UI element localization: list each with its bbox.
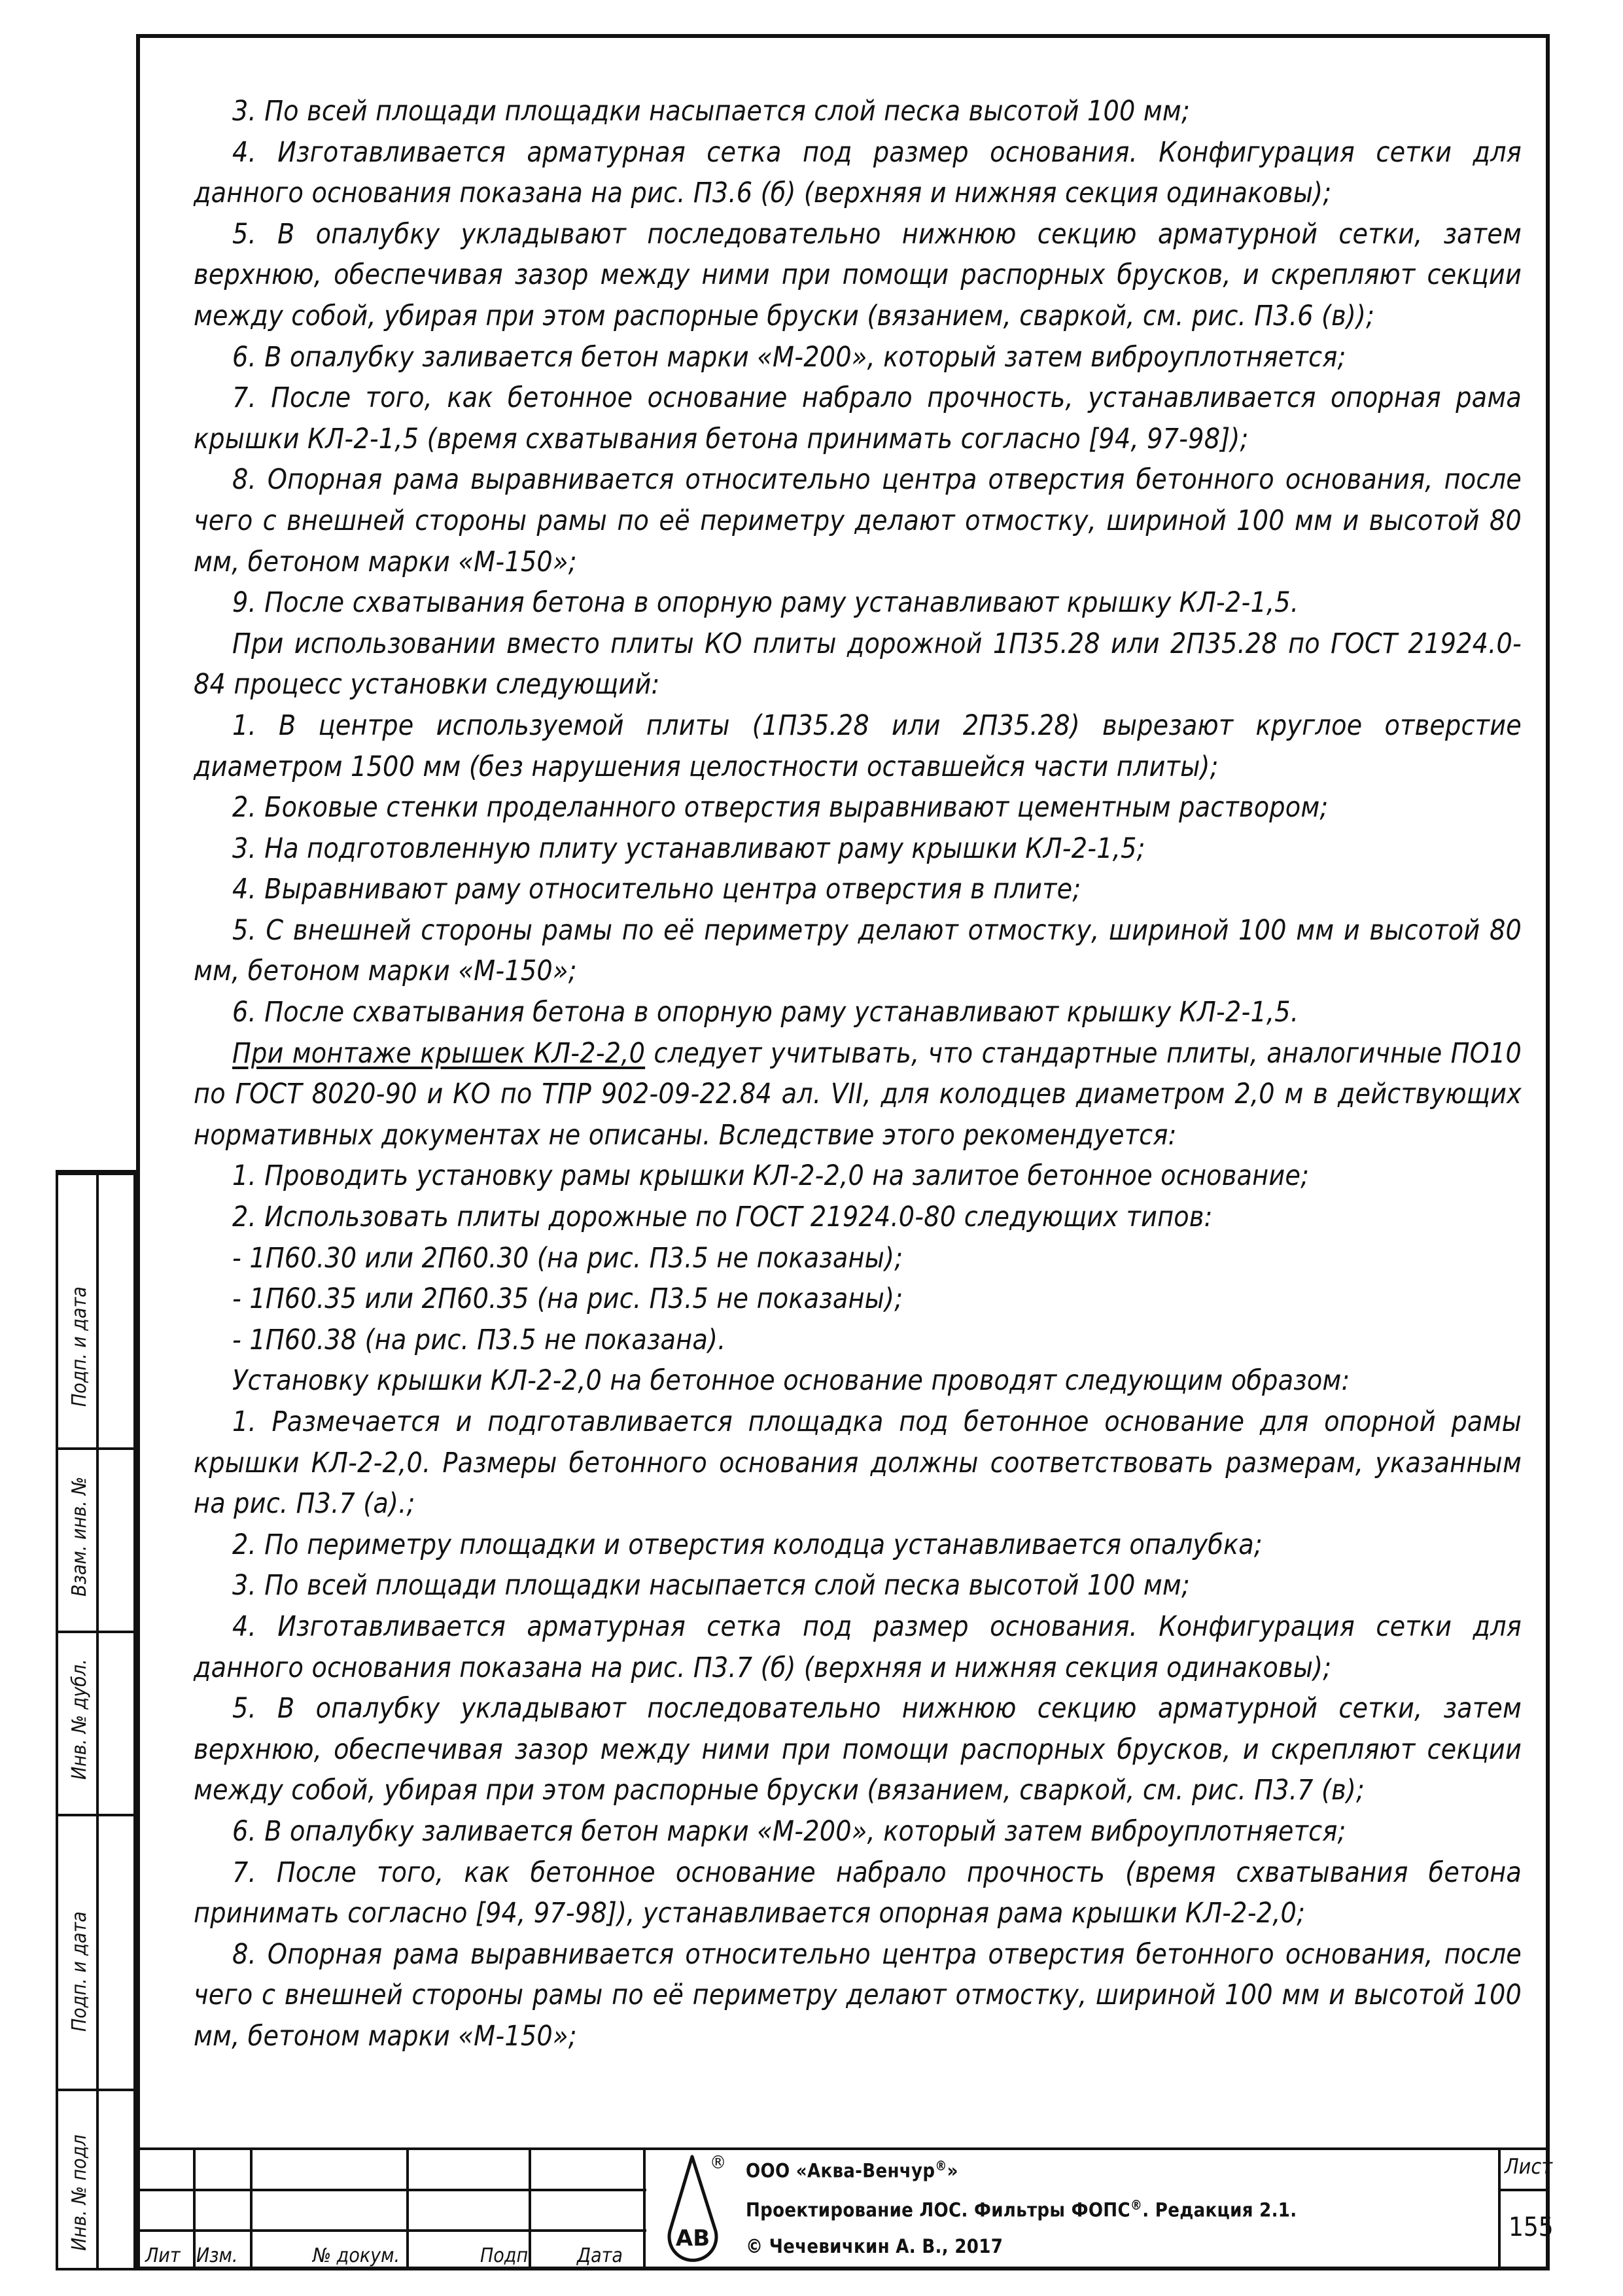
paragraph [194, 1156, 1522, 1197]
paragraph-text: 5. С внешней стороны рамы по её периметру делают отмостку, шириной 100 мм и высотой 80 мм, бетоном марки «М-150»; [194, 914, 1522, 988]
paragraph [194, 829, 1522, 870]
col-lit: Лит [145, 2244, 181, 2267]
paragraph-text: Установку крышки КЛ-2-2,0 на бетонное основание проводят следующим образом: [232, 1365, 1350, 1398]
logo-letters: АВ [675, 2225, 710, 2252]
paragraph-text: 5. В опалубку укладывают последовательно нижнюю секцию арматурной сетки, затем верхнюю, обеспечивая зазор между ними при помощи распорных брусков, и скрепляют секции между собой, убирая при этом распорные бруски (вязанием, сваркой, см. рис. П3.6 (в)); [194, 218, 1522, 332]
paragraph-text: 6. После схватывания бетона в опорную раму устанавливают крышку КЛ-2-1,5. [232, 997, 1299, 1029]
paragraph [194, 1197, 1522, 1239]
paragraph [194, 92, 1522, 133]
paragraph [194, 911, 1522, 993]
paragraph [194, 1812, 1522, 1853]
paragraph-text: 1. Проводить установку рамы крышки КЛ-2-2,0 на залитое бетонное основание; [232, 1160, 1310, 1193]
paragraph [194, 133, 1522, 215]
paragraph [194, 706, 1522, 788]
copyright: © Чечевичкин А. В., 2017 [746, 2235, 1003, 2257]
paragraph-text: - 1П60.38 (на рис. П3.5 не показана). [232, 1324, 726, 1356]
col-podp: Подп. [480, 2244, 534, 2267]
paragraph-text: 6. В опалубку заливается бетон марки «М-200», который затем виброуплотняется; [232, 1815, 1346, 1848]
paragraph [194, 1361, 1522, 1402]
paragraph-text: 1. Размечается и подготавливается площадка под бетонное основание для опорной рамы крышки КЛ-2-2,0. Размеры бетонного основания должны соответствовать размерам, указанным на рис. П3.7 (а).; [194, 1406, 1522, 1521]
paragraph-text: следует учитывать, что стандартные плиты, аналогичные ПО10 по ГОСТ 8020-90 и КО по ТПР 902-09-22.84 ал. VII, для колодцев диаметром 2,0 м в действующих нормативных документах не описаны. Вследствие этого рекомендуется: [194, 1037, 1522, 1152]
paragraph [194, 338, 1522, 379]
paragraph [194, 1566, 1522, 1607]
sheet-number: 155 [1509, 2212, 1554, 2242]
paragraph-text: 3. По всей площади площадки насыпается слой песка высотой 100 мм; [232, 1570, 1191, 1602]
paragraph [194, 1935, 1522, 2058]
paragraph [194, 1239, 1522, 1280]
paragraph [194, 1853, 1522, 1935]
paragraph-text: 6. В опалубку заливается бетон марки «М-200», который затем виброуплотняется; [232, 341, 1346, 374]
paragraph-text: 7. После того, как бетонное основание набрало прочность, устанавливается опорная рама крышки КЛ-2-1,5 (время схватывания бетона принимать согласно [94, 97-98]); [194, 382, 1522, 455]
paragraph [194, 460, 1522, 583]
sheet-divider [1498, 2189, 1550, 2191]
paragraph [194, 1525, 1522, 1566]
paragraph-text: 4. Изготавливается арматурная сетка под размер основания. Конфигурация сетки для данного основания показана на рис. П3.7 (б) (верхняя и нижняя секция одинаковы); [194, 1610, 1522, 1684]
paragraph-text: 5. В опалубку укладывают последовательно нижнюю секцию арматурной сетки, затем верхнюю, обеспечивая зазор между ними при помощи распорных брусков, и скрепляют секции между собой, убирая при этом распорные бруски (вязанием, сваркой, см. рис. П3.7 (в); [194, 1693, 1522, 1807]
paragraph [194, 583, 1522, 624]
paragraph-text: 4. Выравнивают раму относительно центра отверстия в плите; [232, 874, 1081, 906]
paragraph-text: 9. После схватывания бетона в опорную раму устанавливают крышку КЛ-2-1,5. [232, 587, 1299, 620]
paragraph-text: 3. На подготовленную плиту устанавливают раму крышки КЛ-2-1,5; [232, 832, 1145, 865]
org-name: ООО «Аква-Венчур®» [746, 2158, 958, 2182]
sheet-label: Лист [1505, 2154, 1552, 2179]
registered-icon: ® [710, 2151, 727, 2173]
paragraph [194, 1402, 1522, 1525]
underlined-heading: При монтаже крышек КЛ-2-2,0 [232, 1037, 646, 1070]
paragraph-text: - 1П60.35 или 2П60.35 (на рис. П3.5 не показаны); [232, 1283, 903, 1316]
paragraph-text: 3. По всей площади площадки насыпается слой песка высотой 100 мм; [232, 96, 1191, 128]
paragraph-text: 2. Боковые стенки проделанного отверстия выравнивают цементным раствором; [232, 792, 1329, 824]
paragraph-text: 8. Опорная рама выравнивается относительно центра отверстия бетонного основания, после чего с внешней стороны рамы по её периметру делают отмостку, шириной 100 мм и высотой 80 мм, бетоном марки «М-150»; [194, 464, 1522, 578]
paragraph-text: - 1П60.30 или 2П60.30 (на рис. П3.5 не показаны); [232, 1242, 903, 1275]
paragraph [194, 870, 1522, 911]
paragraph-text: 2. Использовать плиты дорожные по ГОСТ 21924.0-80 следующих типов: [232, 1201, 1213, 1234]
paragraph [194, 1034, 1522, 1157]
paragraph-text: При использовании вместо плиты КО плиты дорожной 1П35.28 или 2П35.28 по ГОСТ 21924.0-84 процесс установки следующий: [194, 627, 1522, 701]
paragraph-text: 8. Опорная рама выравнивается относительно центра отверстия бетонного основания, после чего с внешней стороны рамы по её периметру делают отмостку, шириной 100 мм и высотой 100 мм, бетоном марки «М-150»; [194, 1938, 1522, 2053]
paragraph [194, 215, 1522, 338]
paragraph [194, 1279, 1522, 1320]
paragraph [194, 788, 1522, 829]
paragraph [194, 1689, 1522, 1812]
paragraph-text: 4. Изготавливается арматурная сетка под размер основания. Конфигурация сетки для данного основания показана на рис. П3.6 (б) (верхняя и нижняя секция одинаковы); [194, 136, 1522, 210]
paragraph-text: 2. По периметру площадки и отверстия колодца устанавливается опалубка; [232, 1528, 1263, 1561]
col-izm: Изм. [196, 2244, 238, 2267]
col-doc-no: № докум. [313, 2244, 400, 2267]
paragraph [194, 1607, 1522, 1689]
paragraph [194, 993, 1522, 1034]
paragraph [194, 378, 1522, 460]
project-line: Проектирование ЛОС. Фильтры ФОПС®. Редакция 2.1. [746, 2197, 1297, 2221]
paragraph-text: 1. В центре используемой плиты (1П35.28 или 2П35.28) вырезают круглое отверстие диаметром 1500 мм (без нарушения целостности оставшейся части плиты); [194, 709, 1522, 783]
paragraph [194, 1320, 1522, 1362]
paragraph-text: 7. После того, как бетонное основание набрало прочность (время схватывания бетона принимать согласно [94, 97-98]), устанавливается опорная рама крышки КЛ-2-2,0; [194, 1856, 1522, 1930]
paragraph [194, 624, 1522, 706]
document-body [194, 92, 1522, 2058]
col-data: Дата [577, 2244, 623, 2267]
